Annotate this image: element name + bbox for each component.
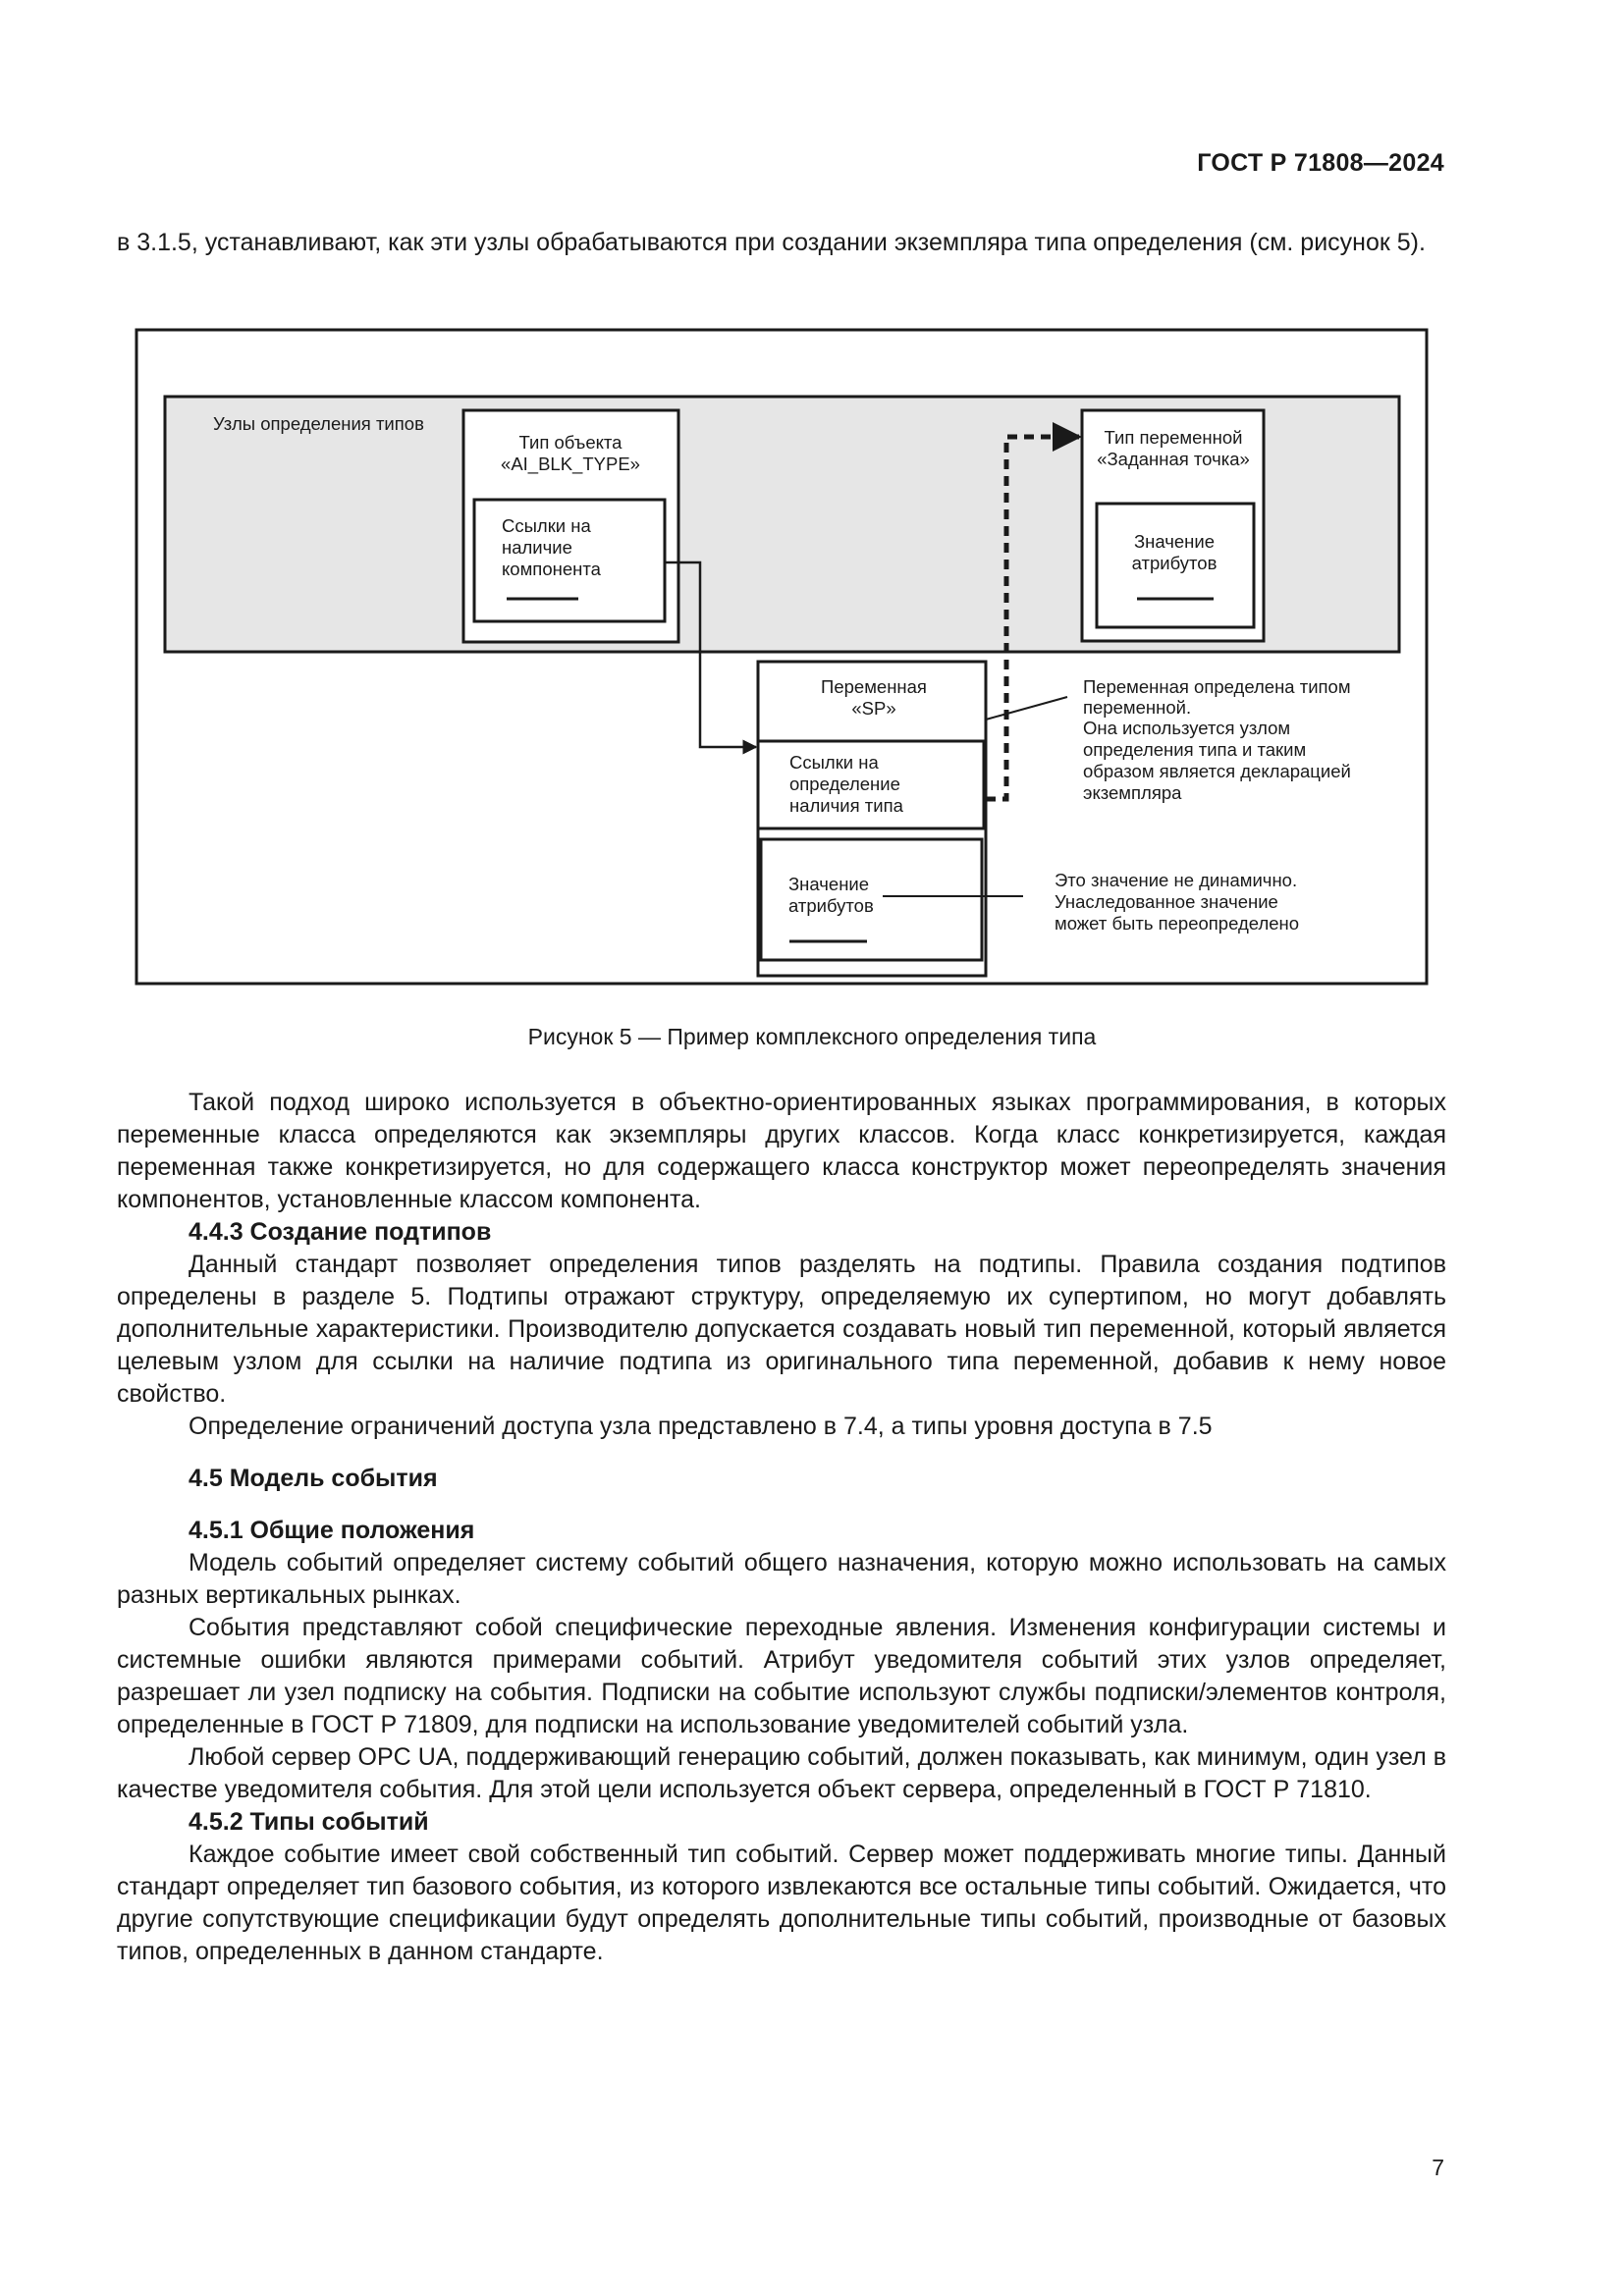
paragraph: Любой сервер OPC UA, поддерживающий генерацию событий, должен показывать, как минимум, один узел в качестве уведомителя события. Для этой цели используется объект сервера, определенный в ГОСТ Р 71810.	[117, 1743, 1446, 1803]
body-text	[117, 1087, 1446, 1968]
object-type-line1: Тип объекта	[518, 432, 623, 453]
paragraph: События представляют собой специфические переходные явления. Изменения конфигурации системы и системные ошибки являются примерами событий. Атрибут уведомителя событий этих узлов определяет, разрешает ли узел подписку на события. Подписки на событие используют службы подписки/элементов контроля, определенные в ГОСТ Р 71809, для подписки на использование уведомителей событий узла.	[117, 1614, 1446, 1738]
page-number: 7	[1432, 2155, 1444, 2180]
note2-line3: может быть переопределено	[1055, 913, 1300, 934]
note1-line3: Она используется узлом	[1083, 718, 1291, 738]
section-heading-4-5-2: 4.5.2 Типы событий	[189, 1808, 429, 1836]
component-refs-line1: Ссылки на	[502, 515, 591, 536]
sp-variable-line1: Переменная	[821, 676, 927, 697]
paragraph: Модель событий определяет систему событий общего назначения, которую можно использовать на самых разных вертикальных рынках.	[117, 1549, 1446, 1609]
note1-leader	[986, 697, 1067, 720]
variable-type-value-line1: Значение	[1133, 531, 1216, 552]
note1-line5: образом является декларацией	[1083, 761, 1351, 781]
sp-value-line1: Значение	[788, 874, 870, 894]
section-heading-4-4-3: 4.4.3 Создание подтипов	[189, 1218, 492, 1246]
component-refs-line3: компонента	[502, 559, 601, 579]
region-label: Узлы определения типов	[213, 413, 424, 434]
type-def-refs-line2: определение	[789, 774, 900, 794]
note1-line1: Переменная определена типом	[1083, 676, 1351, 697]
sp-variable-line2: «SP»	[851, 698, 896, 719]
variable-type-line1: Тип переменной	[1104, 427, 1243, 448]
type-def-refs-line3: наличия типа	[789, 795, 903, 816]
figure-5-diagram	[0, 0, 1624, 1001]
intro-paragraph: в 3.1.5, устанавливают, как эти узлы обрабатываются при создании экземпляра типа определения (см. рисунок 5).	[117, 229, 1426, 256]
variable-type-value-line2: атрибутов	[1131, 553, 1218, 573]
figure-caption: Рисунок 5 — Пример комплексного определения типа	[527, 1024, 1097, 1049]
section-heading-4-5: 4.5 Модель события	[189, 1465, 438, 1492]
document-header: ГОСТ Р 71808—2024	[1197, 149, 1444, 177]
variable-type-line2: «Заданная точка»	[1097, 449, 1250, 469]
paragraph: Данный стандарт позволяет определения типов разделять на подтипы. Правила создания подтипов определены в разделе 5. Подтипы отражают структуру, определяемую их супертипом, но могут добавлять дополнительные характеристики. Производителю допускается создавать новый тип переменной, который является целевым узлом для ссылки на наличие подтипа из оригинального типа переменной, добавив к нему новое свойство.	[117, 1251, 1446, 1408]
type-def-refs-line1: Ссылки на	[789, 752, 879, 773]
object-type-line2: «AI_BLK_TYPE»	[501, 454, 640, 474]
note2-line2: Унаследованное значение	[1055, 891, 1278, 912]
paragraph: Каждое событие имеет свой собственный тип событий. Сервер может поддерживать многие типы. Данный стандарт определяет тип базового события, из которого извлекаются все остальные типы событий. Ожидается, что другие сопутствующие спецификации будут определять дополнительные типы событий, производные от базовых типов, определенных в данном стандарте.	[117, 1841, 1446, 1965]
paragraph: Определение ограничений доступа узла представлено в 7.4, а типы уровня доступа в 7.5	[189, 1413, 1213, 1440]
note1-line4: определения типа и таким	[1083, 739, 1307, 760]
note1-line2: переменной.	[1083, 697, 1192, 718]
component-refs-line2: наличие	[502, 537, 572, 558]
note1-line6: экземпляра	[1083, 782, 1182, 803]
section-heading-4-5-1: 4.5.1 Общие положения	[189, 1517, 475, 1544]
note2-line1: Это значение не динамично.	[1055, 870, 1298, 890]
paragraph: Такой подход широко используется в объектно-ориентированных языках программирования, в которых переменные класса определяются как экземпляры других классов. Когда класс конкретизируется, каждая переменная также конкретизируется, но для содержащего класса конструктор может переопределять значения компонентов, установленные классом компонента.	[117, 1089, 1446, 1213]
sp-value-line2: атрибутов	[788, 895, 874, 916]
